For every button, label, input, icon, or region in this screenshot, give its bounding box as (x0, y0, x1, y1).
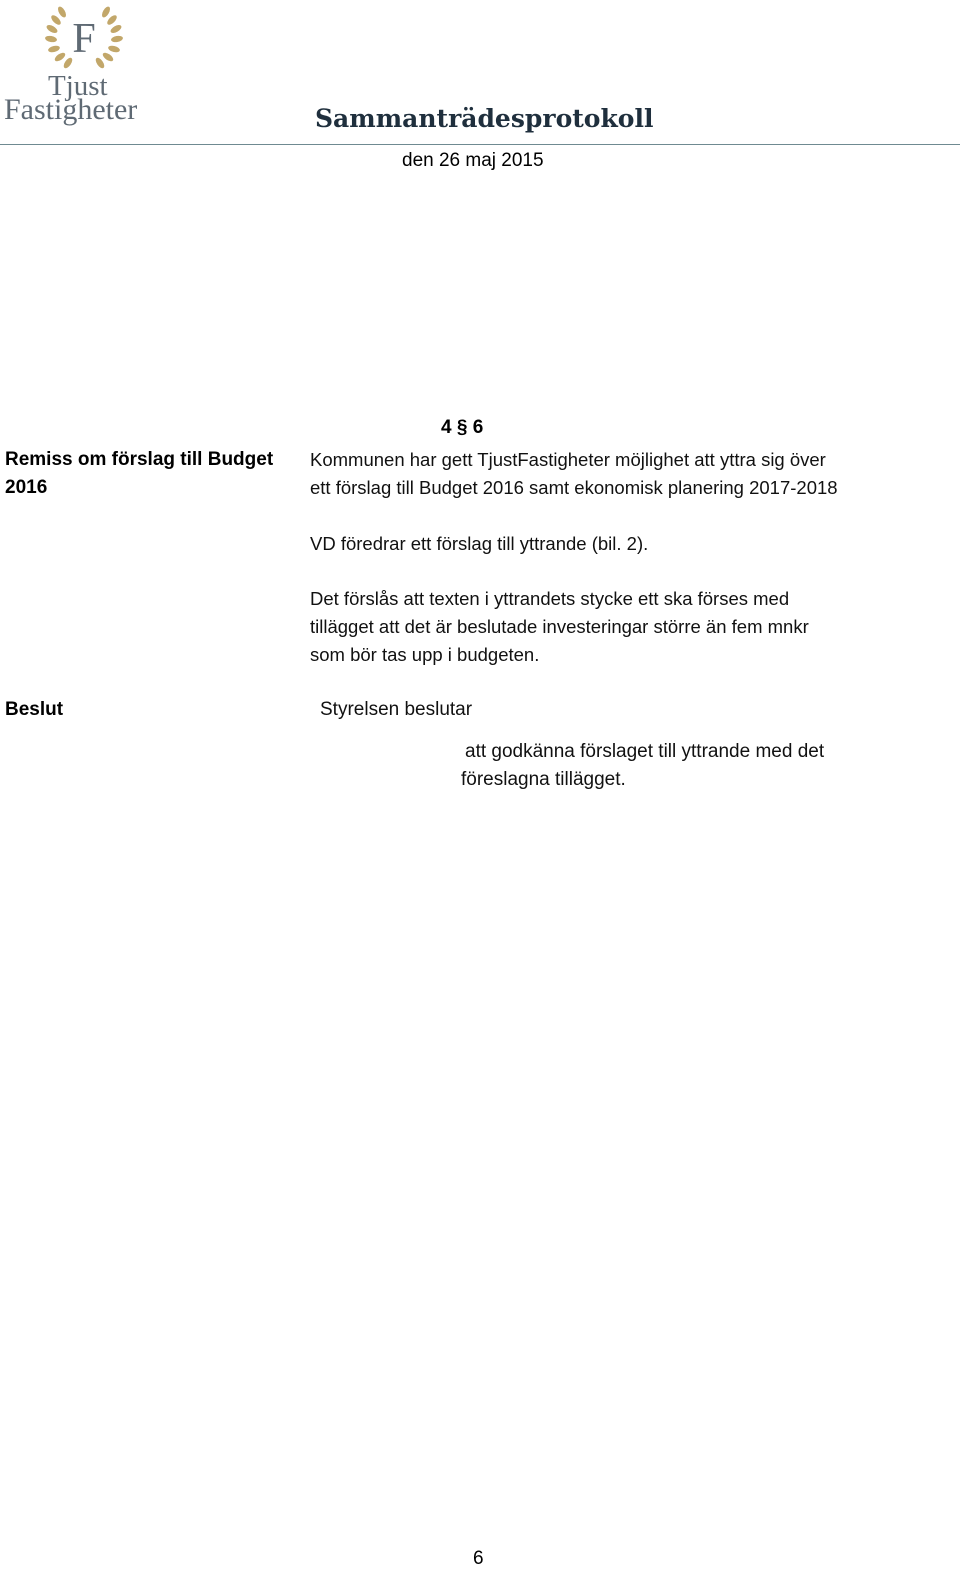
decision-item-line-1: att godkänna förslaget till yttrande med det (465, 741, 825, 762)
intro-line-1: Kommunen har gett TjustFastigheter möjlighet att yttra sig över (310, 449, 826, 470)
meeting-date: den 26 maj 2015 (402, 150, 544, 171)
paragraph-number: 4 § 6 (441, 417, 484, 438)
monogram-letter: F (72, 16, 96, 62)
decision-label: Beslut (5, 699, 64, 720)
laurel-wreath-emblem (4, 0, 164, 75)
proposal-line-1: Det förslås att texten i yttrandets stycke ett ska förses med (310, 588, 790, 609)
company-logo (4, 0, 164, 130)
report-text: VD föredrar ett förslag till yttrande (bil. 2). (310, 533, 649, 554)
decision-intro: Styrelsen beslutar (320, 699, 473, 720)
section-heading-line-2: 2016 (5, 477, 48, 498)
header-divider (0, 144, 960, 145)
intro-line-2: ett förslag till Budget 2016 samt ekonomisk planering 2017-2018 (310, 477, 838, 498)
page-number: 6 (473, 1548, 484, 1569)
decision-item-line-2: föreslagna tillägget. (461, 769, 626, 790)
logo-word-tjust: Tjust (48, 70, 108, 102)
proposal-line-2: tillägget att det är beslutade investeringar större än fem mnkr (310, 616, 809, 637)
proposal-line-3: som bör tas upp i budgeten. (310, 644, 540, 665)
document-title: Sammanträdesprotokoll (315, 104, 654, 133)
logo-word-fastigheter: Fastigheter (4, 93, 138, 126)
section-heading-line-1: Remiss om förslag till Budget (5, 449, 274, 470)
